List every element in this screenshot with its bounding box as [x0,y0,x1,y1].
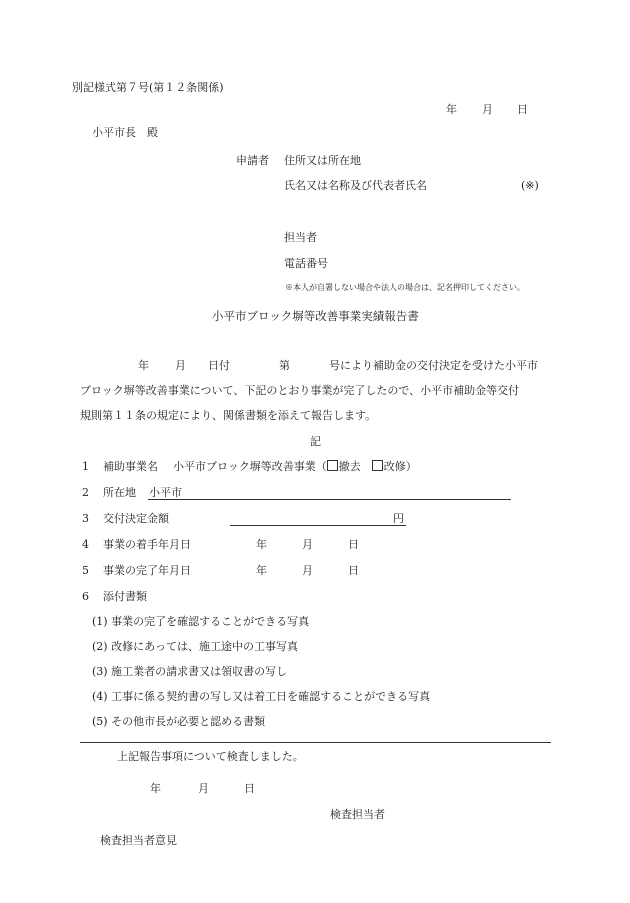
amount-underline [230,525,406,526]
date-month: 月 [482,103,493,116]
amount-unit: 円 [393,512,404,525]
item4-day: 日 [348,538,359,551]
inspector-label: 検査担当者 [330,808,385,821]
item5-day: 日 [348,564,359,577]
location-value: 小平市 [149,486,182,499]
ki-heading: 記 [310,435,321,448]
attachment-item: (2) 改修にあっては、施工途中の工事写真 [92,640,298,653]
item1-label: 補助事業名 [103,460,158,473]
item5-label: 事業の完了年月日 [103,564,191,577]
name-label: 氏名又は名称及び代表者氏名 [284,179,427,192]
body-line2: ブロック塀等改善事業について、下記のとおり事業が完了したので、小平市補助金等交付 [80,384,520,397]
attachment-item: (3) 施工業者の請求書又は領収書の写し [92,665,288,678]
form-number: 別記様式第７号(第１２条関係) [72,81,224,94]
inspection-year: 年 [150,782,161,795]
body-year: 年 [138,359,149,372]
option-removal-label: 撤去 [338,460,361,473]
body-day-attached: 日付 [208,359,230,372]
body-line3: 規則第１１条の規定により、関係書類を添えて報告します。 [80,409,377,422]
inspection-month: 月 [198,782,209,795]
seal-mark: (※) [521,179,539,192]
item5-month: 月 [302,564,313,577]
attachment-item: (1) 事業の完了を確認することができる写真 [92,615,310,628]
item5-year: 年 [256,564,267,577]
item3-number: 3 [82,512,89,525]
signature-note: ※本人が自署しない場合や法人の場合は、記名押印してください。 [285,283,525,292]
applicant-label: 申請者 [236,154,269,167]
item2-label: 所在地 [103,486,136,499]
body-month: 月 [175,359,186,372]
item4-label: 事業の着手年月日 [103,538,191,551]
address-label: 住所又は所在地 [284,154,361,167]
contact-person-label: 担当者 [284,231,317,244]
date-year: 年 [446,103,457,116]
inspection-day: 日 [244,782,255,795]
body-dai: 第 [279,359,290,372]
inspection-statement: 上記報告事項について検査しました。 [117,750,304,763]
date-day: 日 [517,103,528,116]
section-divider [80,742,551,743]
item6-number: 6 [82,590,89,603]
item2-number: 2 [82,486,89,499]
item6-label: 添付書類 [103,590,147,603]
addressee: 小平市長 殿 [92,126,158,139]
item4-month: 月 [302,538,313,551]
location-underline [148,499,511,500]
checkbox-repair[interactable] [372,460,383,471]
item1-number: 1 [82,460,89,473]
item5-number: 5 [82,564,89,577]
item4-year: 年 [256,538,267,551]
attachment-item: (5) その他市長が必要と認める書類 [92,715,266,728]
checkbox-removal[interactable] [327,460,338,471]
attachment-item: (4) 工事に係る契約書の写し又は着工日を確認することができる写真 [92,690,431,703]
document-title: 小平市ブロック塀等改善事業実績報告書 [212,309,419,323]
phone-label: 電話番号 [284,257,328,270]
item4-number: 4 [82,538,89,551]
inspector-opinion-label: 検査担当者意見 [100,834,177,847]
item3-label: 交付決定金額 [103,512,169,525]
item1-value-text: 小平市ブロック塀等改善事業（ [173,460,327,473]
body-line1-rest: 号により補助金の交付決定を受けた小平市 [329,359,538,372]
option-repair-label: 改修） [383,460,417,473]
item1-value [173,460,417,474]
